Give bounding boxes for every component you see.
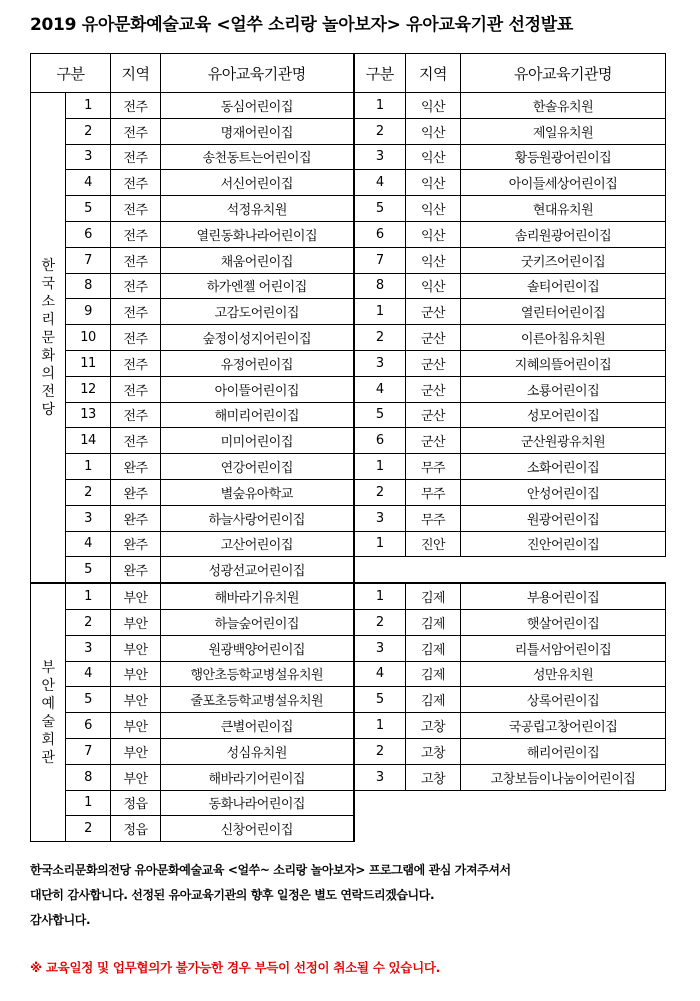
cell-no: 2 [66,609,111,635]
cell-name2: 리틀서암어린이집 [461,635,666,661]
footer-line-2: 대단히 감사합니다. 선정된 유아교육기관의 향후 일정은 별도 연락드리겠습니다. [30,888,435,902]
table-row [31,790,666,816]
cell-region2: 김제 [406,609,461,635]
cell-region2: 무주 [406,479,461,505]
cell-name: 명재어린이집 [161,118,354,144]
cell-name2: 제일유치원 [461,118,666,144]
cell-region2: 군산 [406,350,461,376]
cell-name: 원광백양어린이집 [161,635,354,661]
cell-name: 고산어린이집 [161,531,354,557]
cell-region: 부안 [111,764,161,790]
cell-name: 동화나라어린이집 [161,790,354,816]
cell-region2: 군산 [406,299,461,325]
selection-table [30,53,666,842]
cell-no2: 3 [354,764,406,790]
cell-region2: 진안 [406,531,461,557]
cell-name: 큰별어린이집 [161,713,354,739]
cell-name2: 안성어린이집 [461,479,666,505]
cell-no2: 2 [354,325,406,351]
cell-no2: 4 [354,170,406,196]
cell-no2: 2 [354,738,406,764]
cell-no: 4 [66,170,111,196]
cell-name: 아이뜰어린이집 [161,376,354,402]
cell-no: 8 [66,764,111,790]
cell-name2: 햇살어린이집 [461,609,666,635]
cell-name2: 지혜의뜰어린이집 [461,350,666,376]
cell-no2: 3 [354,350,406,376]
cell-region: 전주 [111,93,161,119]
cell-no: 2 [66,118,111,144]
cell-no2: 1 [354,299,406,325]
cell-region2: 김제 [406,635,461,661]
cell-region: 부안 [111,635,161,661]
cell-name2: 고창보듬이나눔이어린이집 [461,764,666,790]
table-row [31,402,666,428]
cell-no2: 2 [354,118,406,144]
cell-region: 완주 [111,557,161,583]
cell-region2: 익산 [406,170,461,196]
cell-name2: 이른아침유치원 [461,325,666,351]
table-row [31,299,666,325]
table-row [31,557,666,583]
venue-label-char: 술 [41,713,55,730]
cell-no2: 1 [354,93,406,119]
venue-label-char: 리 [41,311,55,328]
venue-label-char: 회 [41,731,55,748]
header-group: 구분 [31,54,111,93]
cell-region: 전주 [111,350,161,376]
table-row [31,764,666,790]
cell-region2: 군산 [406,325,461,351]
cell-name2: 진안어린이집 [461,531,666,557]
cell-name2: 소화어린이집 [461,454,666,480]
cell-region: 전주 [111,247,161,273]
venue-label-char: 문 [41,329,55,346]
cell-name2: 열린터어린이집 [461,299,666,325]
cell-no2: 5 [354,687,406,713]
venue-label-char: 화 [41,347,55,364]
cell-region: 전주 [111,196,161,222]
table-row [31,687,666,713]
cell-no: 3 [66,144,111,170]
footer-message [30,858,670,933]
cell-name: 성심유치원 [161,738,354,764]
cell-no: 5 [66,687,111,713]
cell-region2: 무주 [406,454,461,480]
table-row [31,247,666,273]
cell-name: 연강어린이집 [161,454,354,480]
cancellation-notice: ※ 교육일정 및 업무협의가 불가능한 경우 부득이 선정이 취소될 수 있습니다. [30,960,441,975]
table-row [31,144,666,170]
cell-name2: 한솔유치원 [461,93,666,119]
venue-label-char: 국 [41,275,55,292]
venue-label-char: 부 [41,659,55,676]
cell-region2: 군산 [406,402,461,428]
cell-region2: 익산 [406,221,461,247]
cell-name2: 국공립고창어린이집 [461,713,666,739]
cell-region: 정읍 [111,816,161,842]
cell-region2: 김제 [406,661,461,687]
cell-no: 1 [66,583,111,609]
cell-region2: 익산 [406,118,461,144]
cell-name2: 원광어린이집 [461,505,666,531]
cell-region2: 김제 [406,687,461,713]
cell-region2: 고창 [406,738,461,764]
cell-name: 신창어린이집 [161,816,354,842]
cell-no2: 2 [354,479,406,505]
table-row [31,93,666,119]
footer-line-1: 한국소리문화의전당 유아문화예술교육 <얼쑤~ 소리랑 놀아보자> 프로그램에 관심 가져주셔서 [30,863,511,877]
cell-no: 1 [66,93,111,119]
cell-name: 유정어린이집 [161,350,354,376]
table-row [31,635,666,661]
cell-name2: 성만유치원 [461,661,666,687]
venue-label-char: 한 [41,257,55,274]
cell-name2: 현대유치원 [461,196,666,222]
cell-name: 하가엔젤 어린이집 [161,273,354,299]
cell-name2: 굿키즈어린이집 [461,247,666,273]
cell-no: 1 [66,790,111,816]
cell-region2: 익산 [406,144,461,170]
table-row [31,479,666,505]
table-row [31,609,666,635]
cell-no: 3 [66,505,111,531]
cell-name: 열린동화나라어린이집 [161,221,354,247]
cell-name2: 상록어린이집 [461,687,666,713]
cell-name: 미미어린이집 [161,428,354,454]
venue-label-char: 의 [41,365,55,382]
table-row [31,505,666,531]
cell-no: 2 [66,479,111,505]
cell-region2: 익산 [406,93,461,119]
table-row [31,428,666,454]
cell-no: 2 [66,816,111,842]
table-row [31,713,666,739]
header-region-2: 지역 [406,54,461,93]
cell-name: 별숲유아학교 [161,479,354,505]
cell-name2: 군산원광유치원 [461,428,666,454]
cell-region2: 익산 [406,247,461,273]
cell-name2: 해리어린이집 [461,738,666,764]
header-region: 지역 [111,54,161,93]
table-row [31,170,666,196]
cell-no: 8 [66,273,111,299]
cell-no2: 3 [354,635,406,661]
cell-region2: 군산 [406,376,461,402]
cell-no: 10 [66,325,111,351]
cell-no: 1 [66,454,111,480]
table-row [31,273,666,299]
header-name: 유아교육기관명 [161,54,354,93]
header-group-2: 구분 [354,54,406,93]
cell-no2: 2 [354,609,406,635]
cell-region2: 김제 [406,583,461,609]
venue-label-char: 관 [41,749,55,766]
cell-region: 완주 [111,454,161,480]
table-row [31,583,666,609]
cell-no2: 6 [354,221,406,247]
cell-name: 숲정이성지어린이집 [161,325,354,351]
cell-region: 전주 [111,273,161,299]
table-row [31,196,666,222]
page-title: 2019 유아문화예술교육 <얼쑤 소리랑 놀아보자> 유아교육기관 선정발표 [30,15,574,35]
cell-region: 부안 [111,738,161,764]
cell-no: 5 [66,557,111,583]
cell-no: 3 [66,635,111,661]
cell-no: 7 [66,247,111,273]
cell-empty [354,557,666,583]
cell-no: 7 [66,738,111,764]
table-row [31,325,666,351]
cell-region2: 고창 [406,764,461,790]
cell-name2: 솔티어린이집 [461,273,666,299]
cell-name: 송천동트는어린이집 [161,144,354,170]
cell-no2: 1 [354,531,406,557]
venue-label-char: 안 [41,677,55,694]
cell-name: 석정유치원 [161,196,354,222]
cell-name: 성광선교어린이집 [161,557,354,583]
cell-empty [354,790,666,842]
venue-label-sori [31,93,66,584]
cell-region: 전주 [111,144,161,170]
cell-region2: 고창 [406,713,461,739]
table-row [31,661,666,687]
cell-no: 14 [66,428,111,454]
cell-region: 부안 [111,687,161,713]
cell-no2: 1 [354,713,406,739]
cell-name2: 솜리원광어린이집 [461,221,666,247]
cell-region: 정읍 [111,790,161,816]
cell-name: 하늘사랑어린이집 [161,505,354,531]
cell-name: 해바라기어린이집 [161,764,354,790]
cell-region2: 무주 [406,505,461,531]
table-row [31,454,666,480]
cell-no: 13 [66,402,111,428]
cell-no2: 1 [354,454,406,480]
cell-region: 부안 [111,661,161,687]
cell-no2: 7 [354,247,406,273]
cell-no2: 6 [354,428,406,454]
table-row [31,221,666,247]
cell-no2: 3 [354,505,406,531]
cell-no2: 4 [354,376,406,402]
table-row [31,118,666,144]
cell-name: 해미리어린이집 [161,402,354,428]
cell-region: 전주 [111,376,161,402]
venue-label-char: 소 [41,293,55,310]
cell-region: 완주 [111,505,161,531]
cell-name: 동심어린이집 [161,93,354,119]
table-row [31,738,666,764]
cell-region: 완주 [111,479,161,505]
cell-region: 전주 [111,221,161,247]
cell-no2: 4 [354,661,406,687]
cell-no2: 1 [354,583,406,609]
cell-region2: 군산 [406,428,461,454]
cell-region: 전주 [111,428,161,454]
cell-name2: 황등원광어린이집 [461,144,666,170]
cell-region: 전주 [111,402,161,428]
cell-no: 4 [66,661,111,687]
cell-no2: 5 [354,196,406,222]
cell-no2: 8 [354,273,406,299]
venue-label-buan [31,583,66,841]
cell-name: 고감도어린이집 [161,299,354,325]
cell-region: 부안 [111,609,161,635]
header-name-2: 유아교육기관명 [461,54,666,93]
venue-label-char: 전 [41,383,55,400]
cell-no: 6 [66,713,111,739]
footer-line-3: 감사합니다. [30,913,91,927]
cell-name2: 부용어린이집 [461,583,666,609]
cell-region: 부안 [111,583,161,609]
cell-no2: 3 [354,144,406,170]
cell-name: 하늘숲어린이집 [161,609,354,635]
cell-no: 4 [66,531,111,557]
cell-name: 해바라기유치원 [161,583,354,609]
cell-region: 전주 [111,118,161,144]
cell-no2: 5 [354,402,406,428]
cell-region: 전주 [111,325,161,351]
table-row [31,531,666,557]
cell-region: 완주 [111,531,161,557]
table-header-row [31,54,666,93]
cell-name2: 아이들세상어린이집 [461,170,666,196]
cell-region: 전주 [111,299,161,325]
cell-name: 행안초등학교병설유치원 [161,661,354,687]
cell-no: 5 [66,196,111,222]
table-row [31,376,666,402]
cell-region: 전주 [111,170,161,196]
cell-no: 11 [66,350,111,376]
cell-name2: 성모어린이집 [461,402,666,428]
venue-label-char: 예 [41,695,55,712]
cell-region2: 익산 [406,196,461,222]
cell-name2: 소룡어린이집 [461,376,666,402]
table-row [31,350,666,376]
cell-name: 서신어린이집 [161,170,354,196]
cell-name: 줄포초등학교병설유치원 [161,687,354,713]
cell-no: 6 [66,221,111,247]
cell-region2: 익산 [406,273,461,299]
cell-name: 채움어린이집 [161,247,354,273]
cell-no: 9 [66,299,111,325]
cell-region: 부안 [111,713,161,739]
cell-no: 12 [66,376,111,402]
venue-label-char: 당 [41,401,55,418]
